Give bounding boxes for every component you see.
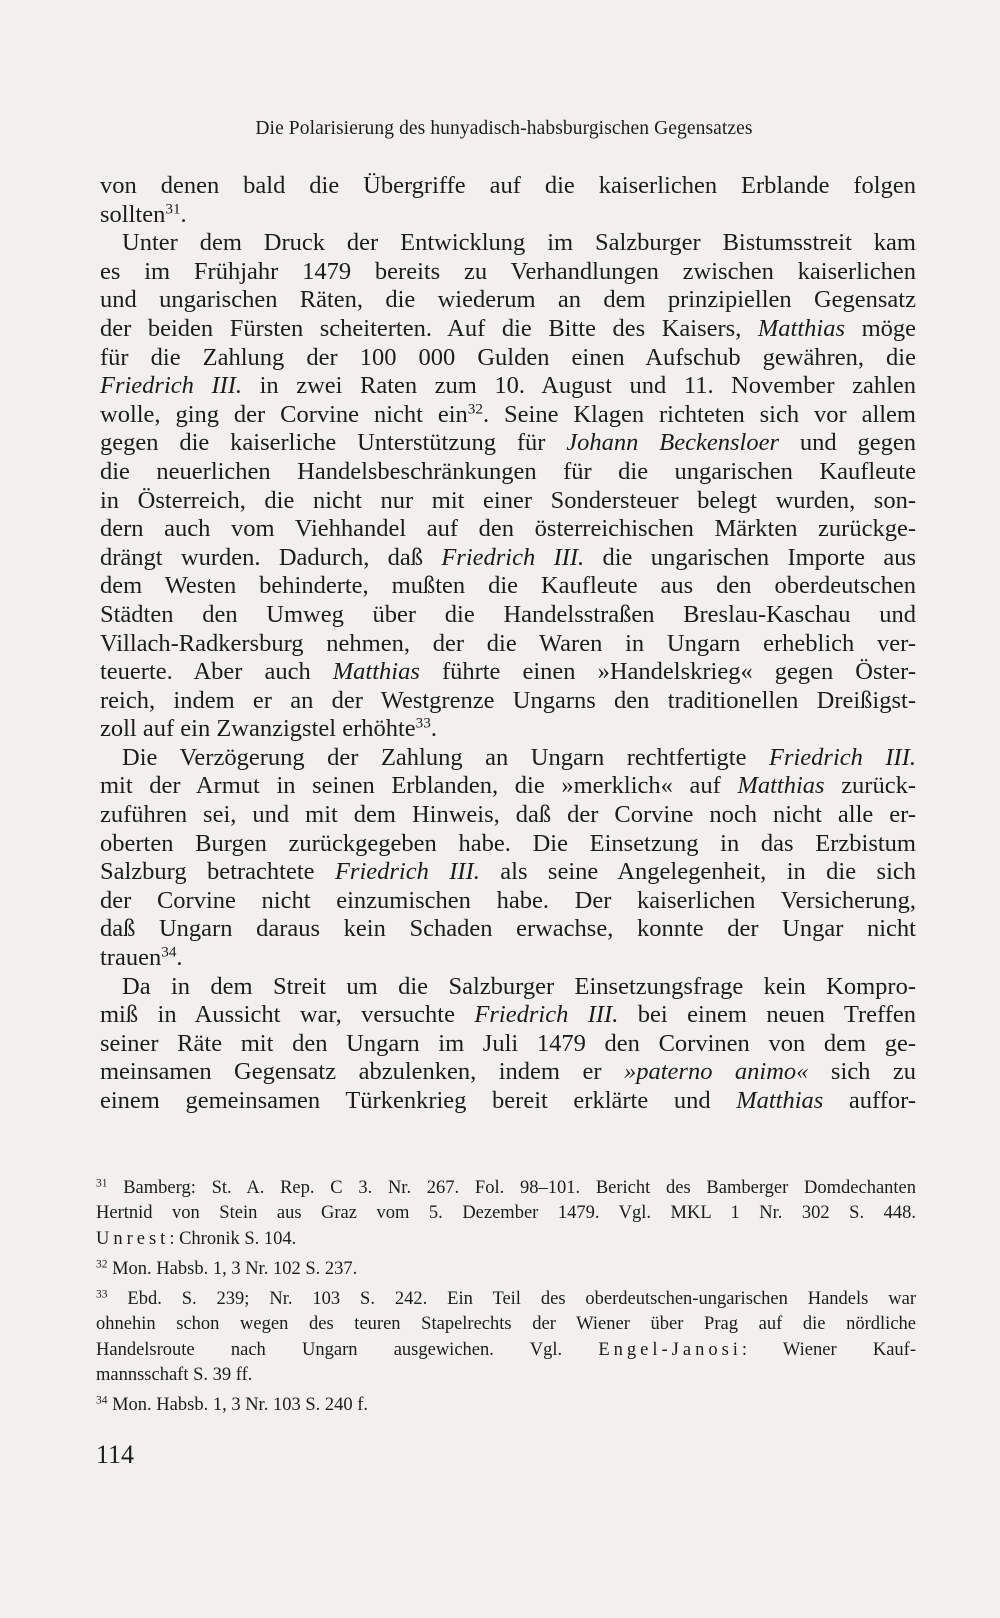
footnote-ref[interactable]: 31 xyxy=(165,200,181,218)
text-line: für die Zahlung der 100 000 Gulden einen Aufschub gewähren, die xyxy=(100,343,916,371)
text-line: dem Westen behinderte, mußten die Kaufleute aus den oberdeutschen xyxy=(100,572,916,600)
text-line: dern auch vom Viehhandel auf den österreichischen Märkten zurückge- xyxy=(100,515,916,543)
text-line: meinsamen Gegensatz abzulenken, indem er »paterno animo« sich zu xyxy=(100,1058,916,1086)
footnote-32: $^{32}$ Mon. Habsb. 1, 3 Nr. 102 S. 237. xyxy=(96,1258,358,1279)
text-line: Friedrich III. in zwei Raten zum 10. August und 11. November zahlen xyxy=(100,372,916,400)
text-line: der beiden Fürsten scheiterten. Auf die Bitte des Kaisers, Matthias möge xyxy=(100,314,917,342)
text-line: einem gemeinsamen Türkenkrieg bereit erklärte und Matthias auffor- xyxy=(100,1087,916,1114)
text-line: gegen die kaiserliche Unterstützung für Johann Beckensloer und gegen xyxy=(100,429,916,457)
text-line: teuerte. Aber auch Matthias führte einen »Handelskrieg« gegen Öster- xyxy=(100,658,916,686)
text-line: trauen$^{34}$. xyxy=(100,943,183,972)
text-line: drängt wurden. Dadurch, daß Friedrich III. die ungarischen Importe aus xyxy=(100,543,916,571)
page-number: 114 xyxy=(96,1440,135,1469)
text-line: zuführen sei, und mit dem Hinweis, daß der Corvine noch nicht alle er- xyxy=(100,801,916,829)
text-line: oberten Burgen zurückgegeben habe. Die Einsetzung in das Erzbistum xyxy=(100,829,916,857)
text-line: Villach-Radkersburg nehmen, der die Waren in Ungarn erheblich ver- xyxy=(100,629,916,657)
text-line: in Österreich, die nicht nur mit einer Sondersteuer belegt wurden, son- xyxy=(100,486,916,514)
text-line: zoll auf ein Zwanzigstel erhöhte$^{33}$. xyxy=(100,714,437,743)
text-line: die neuerlichen Handelsbeschränkungen für die ungarischen Kaufleute xyxy=(100,457,916,485)
footnote-number: 32 xyxy=(96,1258,108,1271)
footnote-number: 33 xyxy=(96,1288,108,1301)
footnote-33: $^{33}$ Ebd. S. 239; Nr. 103 S. 242. Ein Teil des oberdeutschen-ungarischen Handels war ohnehin schon wegen des teuren Stapelrechts der Wiener über Prag auf die nördliche Handelsroute nach Ungarn ausgewichen. Vgl. Engel-Janosi: Wiener Kauf- mannsschaft S. 39 ff. xyxy=(96,1288,917,1386)
footnotes xyxy=(96,1176,916,1424)
footnote-number: 34 xyxy=(96,1395,108,1408)
text-line: es im Frühjahr 1479 bereits zu Verhandlungen zwischen kaiserlichen xyxy=(100,257,916,285)
text-line: der Corvine nicht einzumischen habe. Der kaiserlichen Versicherung, xyxy=(100,886,916,914)
footnote-ref[interactable]: 34 xyxy=(161,943,177,961)
text-line: Die Verzögerung der Zahlung an Ungarn rechtfertigte Friedrich III. xyxy=(122,743,917,771)
footnote-ref[interactable]: 33 xyxy=(415,714,431,732)
text-line: miß in Aussicht war, versuchte Friedrich III. bei einem neuen Treffen xyxy=(100,1001,917,1029)
footnote-number: 31 xyxy=(96,1177,108,1190)
text-line: Unter dem Druck der Entwicklung im Salzburger Bistumsstreit kam xyxy=(122,229,916,257)
text-line: von denen bald die Übergriffe auf die kaiserlichen Erblande folgen xyxy=(100,172,916,199)
text-line: Salzburg betrachtete Friedrich III. als seine Angelegenheit, in die sich xyxy=(100,858,916,886)
text-line: Da in dem Streit um die Salzburger Einsetzungsfrage kein Kompro- xyxy=(122,972,916,1000)
text-line: reich, indem er an der Westgrenze Ungarns den traditionellen Dreißigst- xyxy=(100,686,916,714)
footnote-ref[interactable]: 32 xyxy=(467,400,483,418)
footnote-34: $^{34}$ Mon. Habsb. 1, 3 Nr. 103 S. 240 f. xyxy=(96,1395,369,1416)
running-header: Die Polarisierung des hunyadisch-habsburgischen Gegensatzes xyxy=(255,118,753,139)
text-line: und ungarischen Räten, die wiederum an dem prinzipiellen Gegensatz xyxy=(100,286,916,314)
main-text xyxy=(100,172,916,1116)
text-line: sollten$^{31}$. xyxy=(100,200,187,228)
text-line: wolle, ging der Corvine nicht ein$^{32}$. Seine Klagen richteten sich vor allem xyxy=(100,400,916,428)
text-line: seiner Räte mit den Ungarn im Juli 1479 den Corvinen von dem ge- xyxy=(100,1029,916,1057)
footnote-31: $^{31}$ Bamberg: St. A. Rep. C 3. Nr. 267. Fol. 98–101. Bericht des Bamberger Domdechanten Hertnid von Stein aus Graz vom 5. Dezember 1479. Vgl. MKL 1 Nr. 302 S. 448. Unrest: Chronik S. 104. xyxy=(96,1177,917,1249)
text-line: mit der Armut in seinen Erblanden, die »merklich« auf Matthias zurück- xyxy=(100,772,917,800)
text-line: Städten den Umweg über die Handelsstraßen Breslau-Kaschau und xyxy=(100,600,916,628)
text-line: daß Ungarn daraus kein Schaden erwachse, konnte der Ungar nicht xyxy=(100,915,916,943)
